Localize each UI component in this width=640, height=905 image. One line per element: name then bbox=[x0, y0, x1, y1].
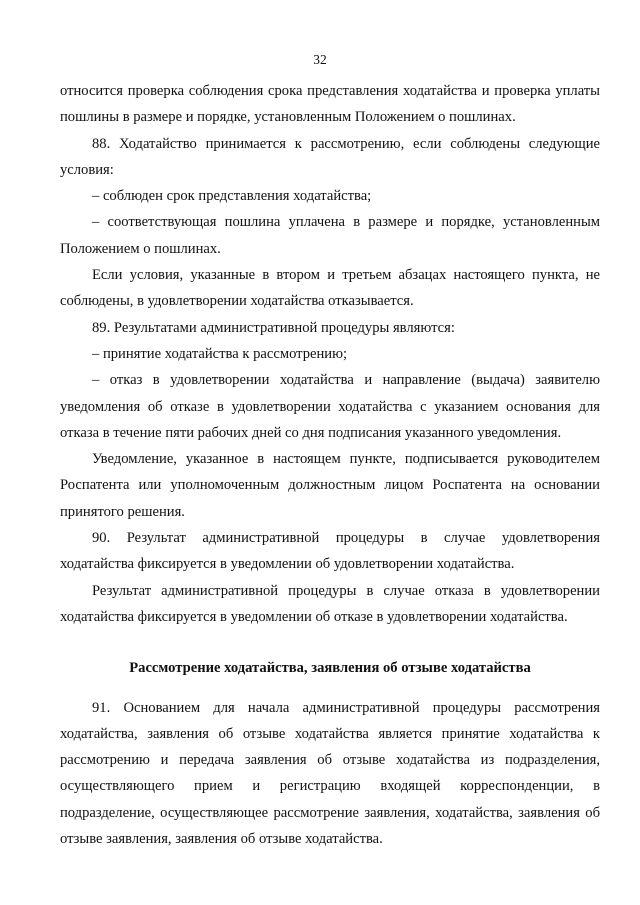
paragraph-refusal-condition: Если условия, указанные в втором и третьем абзацах настоящего пункта, не соблюдены, в удовлетворении ходатайства отказывается. bbox=[60, 267, 600, 310]
paragraph-clause-90: 90. Результат административной процедуры в случае удовлетворения ходатайства фиксируется в уведомлении об удовлетворении ходатайства. bbox=[60, 530, 600, 573]
page-number: 32 bbox=[313, 52, 327, 67]
paragraph-clause-89: 89. Результатами административной процедуры являются: bbox=[92, 319, 455, 336]
list-item-deadline: – соблюден срок представления ходатайства; bbox=[92, 188, 372, 205]
document-body bbox=[60, 78, 600, 852]
paragraph-clause-88: 88. Ходатайство принимается к рассмотрению, если соблюдены следующие условия: bbox=[60, 135, 600, 178]
paragraph-notification: Уведомление, указанное в настоящем пункте, подписывается руководителем Роспатента или уполномоченным должностным лицом Роспатента на основании принятого решения. bbox=[60, 451, 600, 520]
list-item-acceptance: – принятие ходатайства к рассмотрению; bbox=[92, 345, 348, 362]
list-item-fee: – соответствующая пошлина уплачена в размере и порядке, установленным Положением о пошлинах. bbox=[60, 214, 600, 257]
paragraph-continuation: относится проверка соблюдения срока представления ходатайства и проверка уплаты пошлины в размере и порядке, установленным Положением о пошлинах. bbox=[60, 83, 600, 126]
paragraph-refusal-result: Результат административной процедуры в случае отказа в удовлетворении ходатайства фиксируется в уведомлении об отказе в удовлетворении ходатайства. bbox=[60, 582, 600, 625]
list-item-refusal: – отказ в удовлетворении ходатайства и направление (выдача) заявителю уведомления об отказе в удовлетворении ходатайства с указанием основания для отказа в течение пяти рабочих дней со дня подписания указанного уведомления. bbox=[60, 372, 600, 441]
paragraph-clause-91: 91. Основанием для начала административной процедуры рассмотрения ходатайства, заявления об отзыве ходатайства является принятие ходатайства к рассмотрению и передача заявления об отзыве ходатайства из подразделения, осуществляющего прием и регистрацию входящей корреспонденции, в подразделение, осуществляющее рассмотрение заявления, ходатайства, заявления об отзыве заявления, заявления об отзыве ходатайства. bbox=[60, 699, 600, 848]
section-heading: Рассмотрение ходатайства, заявления об отзыве ходатайства bbox=[129, 660, 531, 677]
